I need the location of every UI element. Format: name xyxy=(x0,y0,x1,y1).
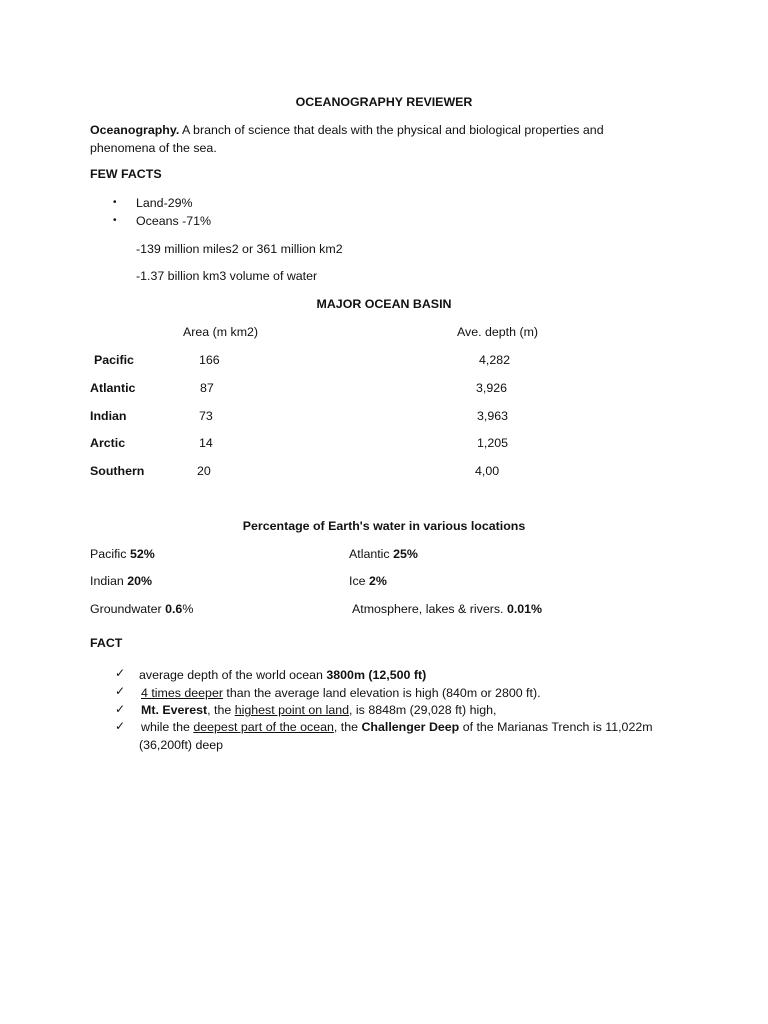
fact-land: Land-29% xyxy=(136,196,193,210)
check-icon: ✓ xyxy=(115,666,126,680)
water-label: Indian xyxy=(90,574,128,588)
water-item-atlantic xyxy=(349,547,418,561)
bullet-icon: • xyxy=(113,215,117,226)
water-value: 0.01% xyxy=(506,602,543,616)
basin-depth: 4,282 xyxy=(479,353,511,367)
fact-oceans: Oceans -71% xyxy=(136,214,212,228)
water-value: 2% xyxy=(368,574,387,588)
fact-area-note: -139 million miles2 or 361 million km2 xyxy=(136,242,343,256)
water-value: 52% xyxy=(129,547,155,561)
water-heading: Percentage of Earth's water in various locations xyxy=(242,519,526,533)
basin-area: 20 xyxy=(197,464,211,478)
fact-item-1 xyxy=(139,668,426,682)
basin-heading: MAJOR OCEAN BASIN xyxy=(316,297,452,311)
column-header-depth: Ave. depth (m) xyxy=(457,325,539,339)
fact-item-4 xyxy=(141,720,653,734)
basin-depth: 3,926 xyxy=(476,381,508,395)
fact-text: , the xyxy=(333,720,362,734)
water-item-atmosphere xyxy=(352,602,542,616)
water-label: Atmosphere, lakes & rivers. xyxy=(352,602,507,616)
water-item-groundwater xyxy=(90,602,193,616)
basin-name: Atlantic xyxy=(90,381,136,395)
basin-name: Arctic xyxy=(90,436,126,450)
water-value-suffix: % xyxy=(182,602,194,616)
fact-heading: FACT xyxy=(90,636,123,650)
basin-depth: 1,205 xyxy=(477,436,509,450)
fact-bold: Mt. Everest xyxy=(141,703,208,717)
fact-bold: 3800m (12,500 ft) xyxy=(326,668,427,682)
fact-underlined: deepest part of the ocean xyxy=(193,720,334,734)
fact-text: than the average land elevation is high (840m or 2800 ft). xyxy=(222,686,541,700)
intro-definition-1: A branch of science that deals with the physical and biological properties and xyxy=(179,123,604,137)
fact-text: , the xyxy=(207,703,235,717)
fact-text: , is 8848m (29,028 ft) high, xyxy=(349,703,497,717)
water-item-ice xyxy=(349,574,387,588)
fact-underlined: 4 times deeper xyxy=(141,686,223,700)
water-label: Pacific xyxy=(90,547,130,561)
basin-area: 166 xyxy=(199,353,220,367)
basin-depth: 4,00 xyxy=(475,464,500,478)
page-title: OCEANOGRAPHY REVIEWER xyxy=(295,95,473,109)
intro-line-1 xyxy=(90,123,604,137)
water-value: 0.6 xyxy=(165,602,183,616)
check-icon: ✓ xyxy=(115,719,126,733)
intro-definition-2: phenomena of the sea. xyxy=(90,141,217,155)
check-icon: ✓ xyxy=(115,684,126,698)
water-label: Ice xyxy=(349,574,369,588)
water-label: Atlantic xyxy=(349,547,394,561)
basin-name: Southern xyxy=(90,464,145,478)
fact-volume-note: -1.37 billion km3 volume of water xyxy=(136,269,318,283)
basin-name: Indian xyxy=(90,409,127,423)
fact-bold: Challenger Deep xyxy=(361,720,460,734)
fact-underlined: highest point on land xyxy=(234,703,350,717)
column-header-area: Area (m km2) xyxy=(183,325,259,339)
fact-text: average depth of the world ocean xyxy=(139,668,327,682)
fact-item-2 xyxy=(141,686,541,700)
fact-text: of the Marianas Trench is 11,022m xyxy=(459,720,653,734)
fact-item-4-continued: (36,200ft) deep xyxy=(139,738,224,752)
basin-area: 87 xyxy=(200,381,214,395)
fact-text: while the xyxy=(141,720,194,734)
fact-item-3 xyxy=(141,703,496,717)
basin-area: 73 xyxy=(199,409,213,423)
basin-name: Pacific xyxy=(94,353,134,367)
water-value: 20% xyxy=(127,574,153,588)
basin-depth: 3,963 xyxy=(477,409,509,423)
intro-term: Oceanography. xyxy=(90,123,180,137)
water-label: Groundwater xyxy=(90,602,166,616)
water-item-indian xyxy=(90,574,152,588)
bullet-icon: • xyxy=(113,197,117,208)
water-item-pacific xyxy=(90,547,155,561)
water-value: 25% xyxy=(393,547,418,561)
few-facts-heading: FEW FACTS xyxy=(90,167,162,181)
check-icon: ✓ xyxy=(115,702,126,716)
basin-area: 14 xyxy=(199,436,213,450)
